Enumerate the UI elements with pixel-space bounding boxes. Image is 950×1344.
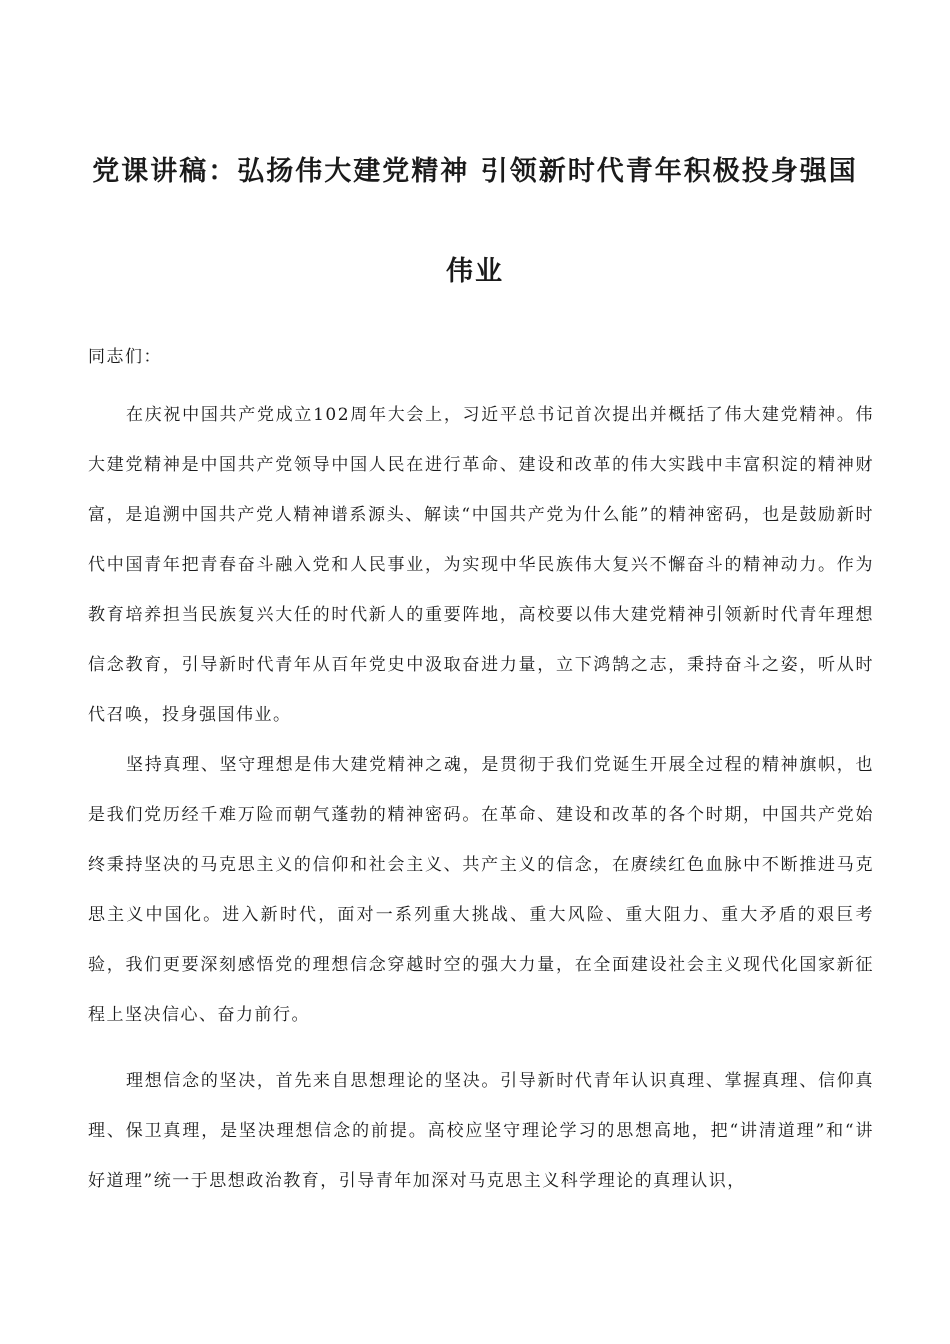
paragraph-2: 坚持真理、坚守理想是伟大建党精神之魂，是贯彻于我们党诞生开展全过程的精神旗帜，也是我们党历经千难万险而朝气蓬勃的精神密码。在革命、建设和改革的各个时期，中国共产党始终秉持坚决的马克思主义的信仰和社会主义、共产主义的信念，在赓续红色血脉中不断推进马克思主义中国化。进入新时代，面对一系列重大挑战、重大风险、重大阻力、重大矛盾的艰巨考验，我们更要深刻感悟党的理想信念穿越时空的强大力量，在全面建设社会主义现代化国家新征程上坚决信心、奋力前行。 [88, 755, 874, 1025]
paragraph-1: 在庆祝中国共产党成立102周年大会上，习近平总书记首次提出并概括了伟大建党精神。伟大建党精神是中国共产党领导中国人民在进行革命、建设和改革的伟大实践中丰富积淀的精神财富，是追溯中国共产党人精神谱系源头、解读“中国共产党为什么能”的精神密码，也是鼓励新时代中国青年把青春奋斗融入党和人民事业，为实现中华民族伟大复兴不懈奋斗的精神动力。作为教育培养担当民族复兴大任的时代新人的重要阵地，高校要以伟大建党精神引领新时代青年理想信念教育，引导新时代青年从百年党史中汲取奋进力量，立下鸿鹄之志，秉持奋斗之姿，听从时代召唤，投身强国伟业。 [88, 405, 874, 725]
salutation: 同志们： [88, 347, 162, 367]
document-title-line-1: 党课讲稿：弘扬伟大建党精神 引领新时代青年积极投身强国 [92, 156, 858, 187]
paragraph-3: 理想信念的坚决，首先来自思想理论的坚决。引导新时代青年认识真理、掌握真理、信仰真理、保卫真理，是坚决理想信念的前提。高校应坚守理论学习的思想高地，把“讲清道理”和“讲好道理”统一于思想政治教育，引导青年加深对马克思主义科学理论的真理认识， [88, 1071, 874, 1191]
document-title-line-2: 伟业 [446, 256, 504, 287]
